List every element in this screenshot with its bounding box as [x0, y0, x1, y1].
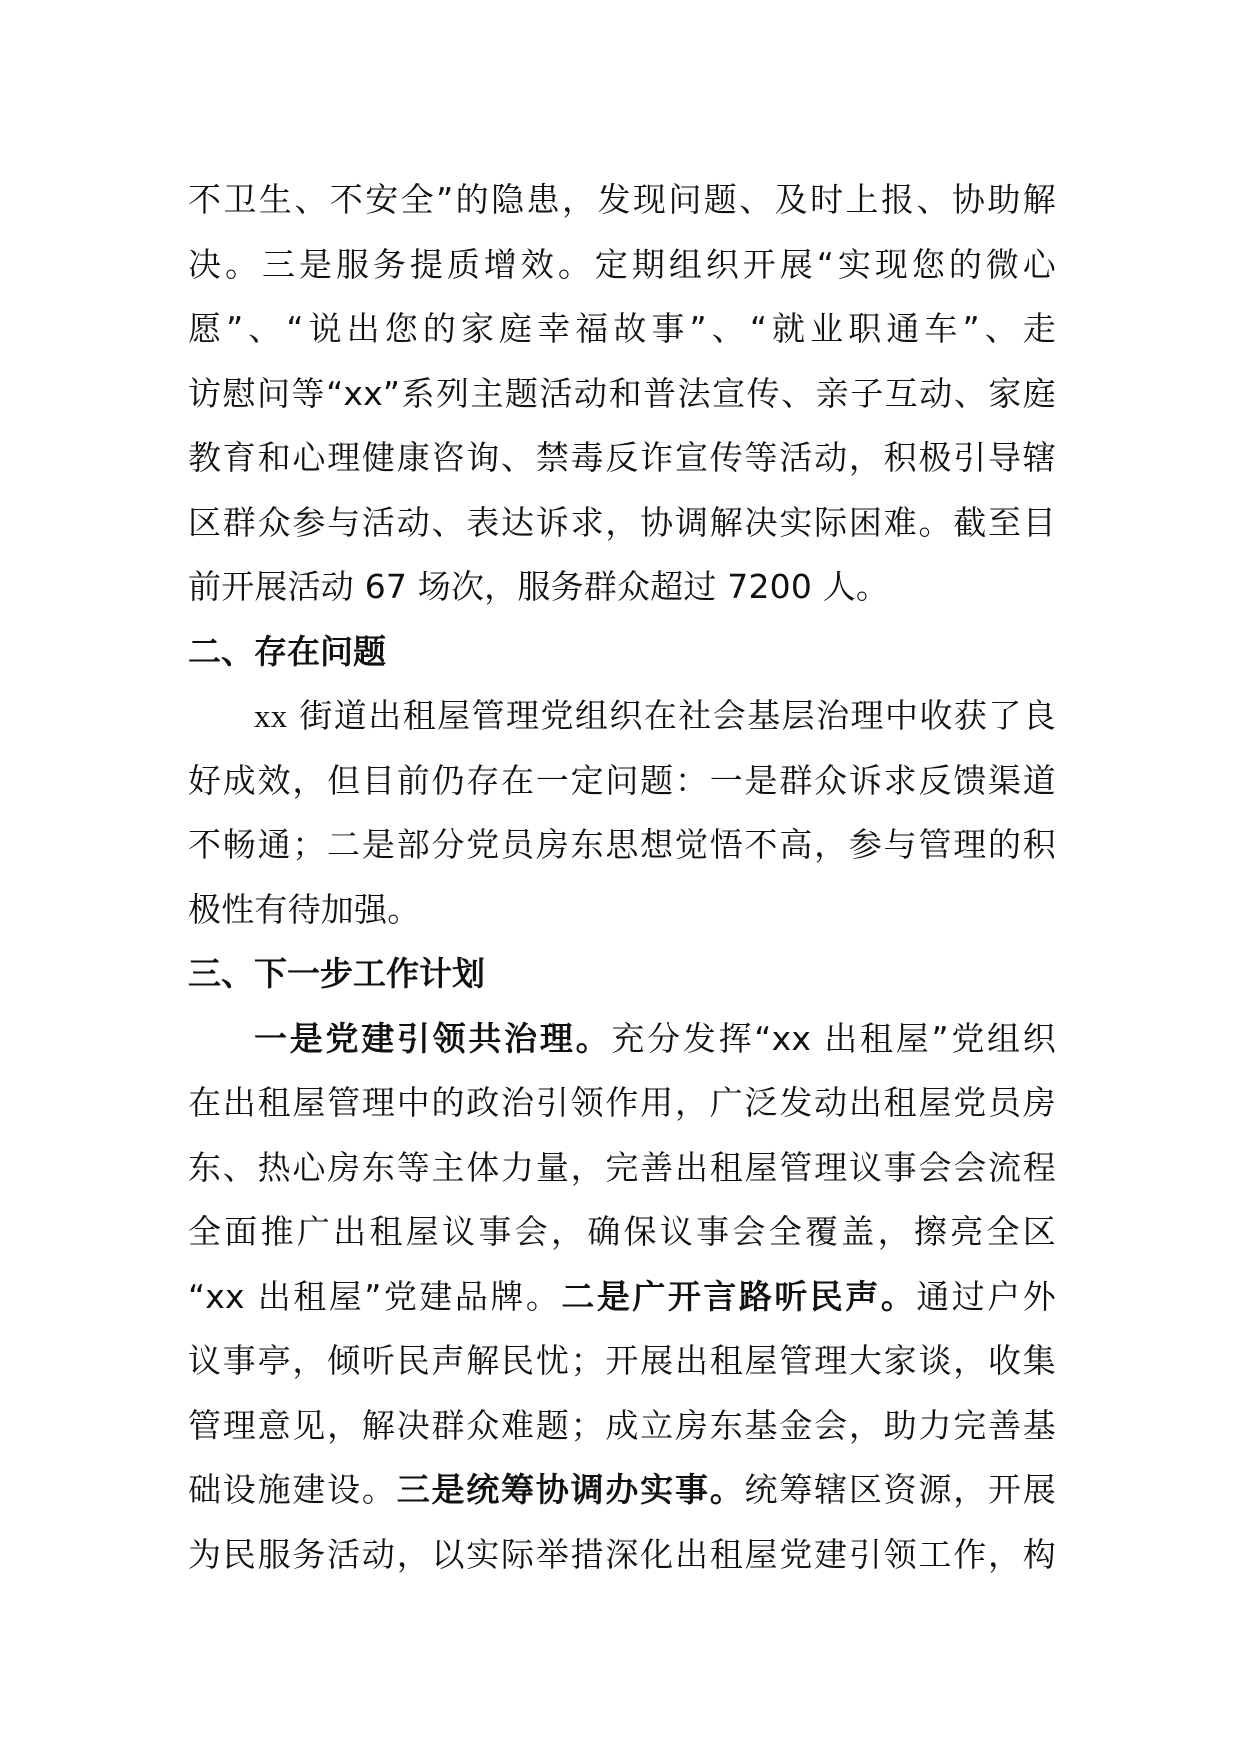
text-line: 不卫生、不安全”的隐患，发现问题、及时上报、协助解	[188, 180, 1056, 219]
text-line	[188, 1458, 1056, 1523]
document-page	[188, 168, 1056, 1587]
text-line: 不畅通；二是部分党员房东思想觉悟不高，参与管理的积	[188, 825, 1056, 864]
text-line: 管理意见，解决群众难题；成立房东基金会，助力完善基	[188, 1405, 1056, 1445]
section-heading-problems: 二、存在问题	[188, 631, 386, 671]
placeholder-text: xx	[254, 699, 288, 735]
emphasis-text: 三是统筹协调办实事。	[396, 1470, 745, 1509]
text-line: 为民服务活动，以实际举措深化出租屋党建引领工作，构	[188, 1534, 1056, 1574]
text-line: 在出租屋管理中的政治引领作用，广泛发动出租屋党员房	[188, 1083, 1056, 1122]
text-line: 前开展活动 67 场次，服务群众超过 7200 人。	[188, 567, 890, 606]
text-span: “xx 出租屋”党建品牌。	[188, 1276, 562, 1316]
text-line	[188, 1265, 1056, 1330]
text-line: 好成效，但目前仍存在一定问题：一是群众诉求反馈渠道	[188, 760, 1056, 800]
text-span: 础设施建设。	[188, 1470, 397, 1509]
text-span: 充分发挥“xx 出租屋”党组织	[611, 1018, 1056, 1058]
text-line	[188, 684, 1056, 749]
text-line: 教育和心理健康咨询、禁毒反诈宣传等活动，积极引导辖	[188, 438, 1056, 477]
text-line: 东、热心房东等主体力量，完善出租屋管理议事会会流程	[188, 1147, 1056, 1187]
paragraph-problems	[188, 684, 1056, 942]
text-span: 通过户外	[916, 1276, 1057, 1316]
text-line: 极性有待加强。	[188, 889, 421, 929]
paragraph-next-steps	[188, 1007, 1056, 1588]
text-span: 街道出租屋管理党组织在社会基层治理中收获了良	[287, 696, 1056, 735]
emphasis-text: 一是党建引领共治理。	[254, 1018, 612, 1058]
text-span: 统筹辖区资源，开展	[744, 1470, 1056, 1509]
emphasis-text: 二是广开言路听民声。	[561, 1276, 917, 1316]
text-line: 访慰问等“xx”系列主题活动和普法宣传、亲子互动、家庭	[188, 373, 1056, 413]
section-heading-next-steps: 三、下一步工作计划	[188, 954, 485, 993]
text-line	[188, 1007, 1056, 1072]
text-line: 愿”、“说出您的家庭幸福故事”、“就业职通车”、走	[188, 309, 1056, 348]
paragraph-service	[188, 168, 1056, 620]
text-line: 区群众参与活动、表达诉求，协调解决实际困难。截至目	[188, 502, 1056, 542]
text-line: 决。三是服务提质增效。定期组织开展“实现您的微心	[188, 244, 1056, 284]
text-line: 议事亭，倾听民声解民忧；开展出租屋管理大家谈，收集	[188, 1341, 1056, 1380]
text-line: 全面推广出租屋议事会，确保议事会全覆盖，擦亮全区	[188, 1212, 1056, 1251]
